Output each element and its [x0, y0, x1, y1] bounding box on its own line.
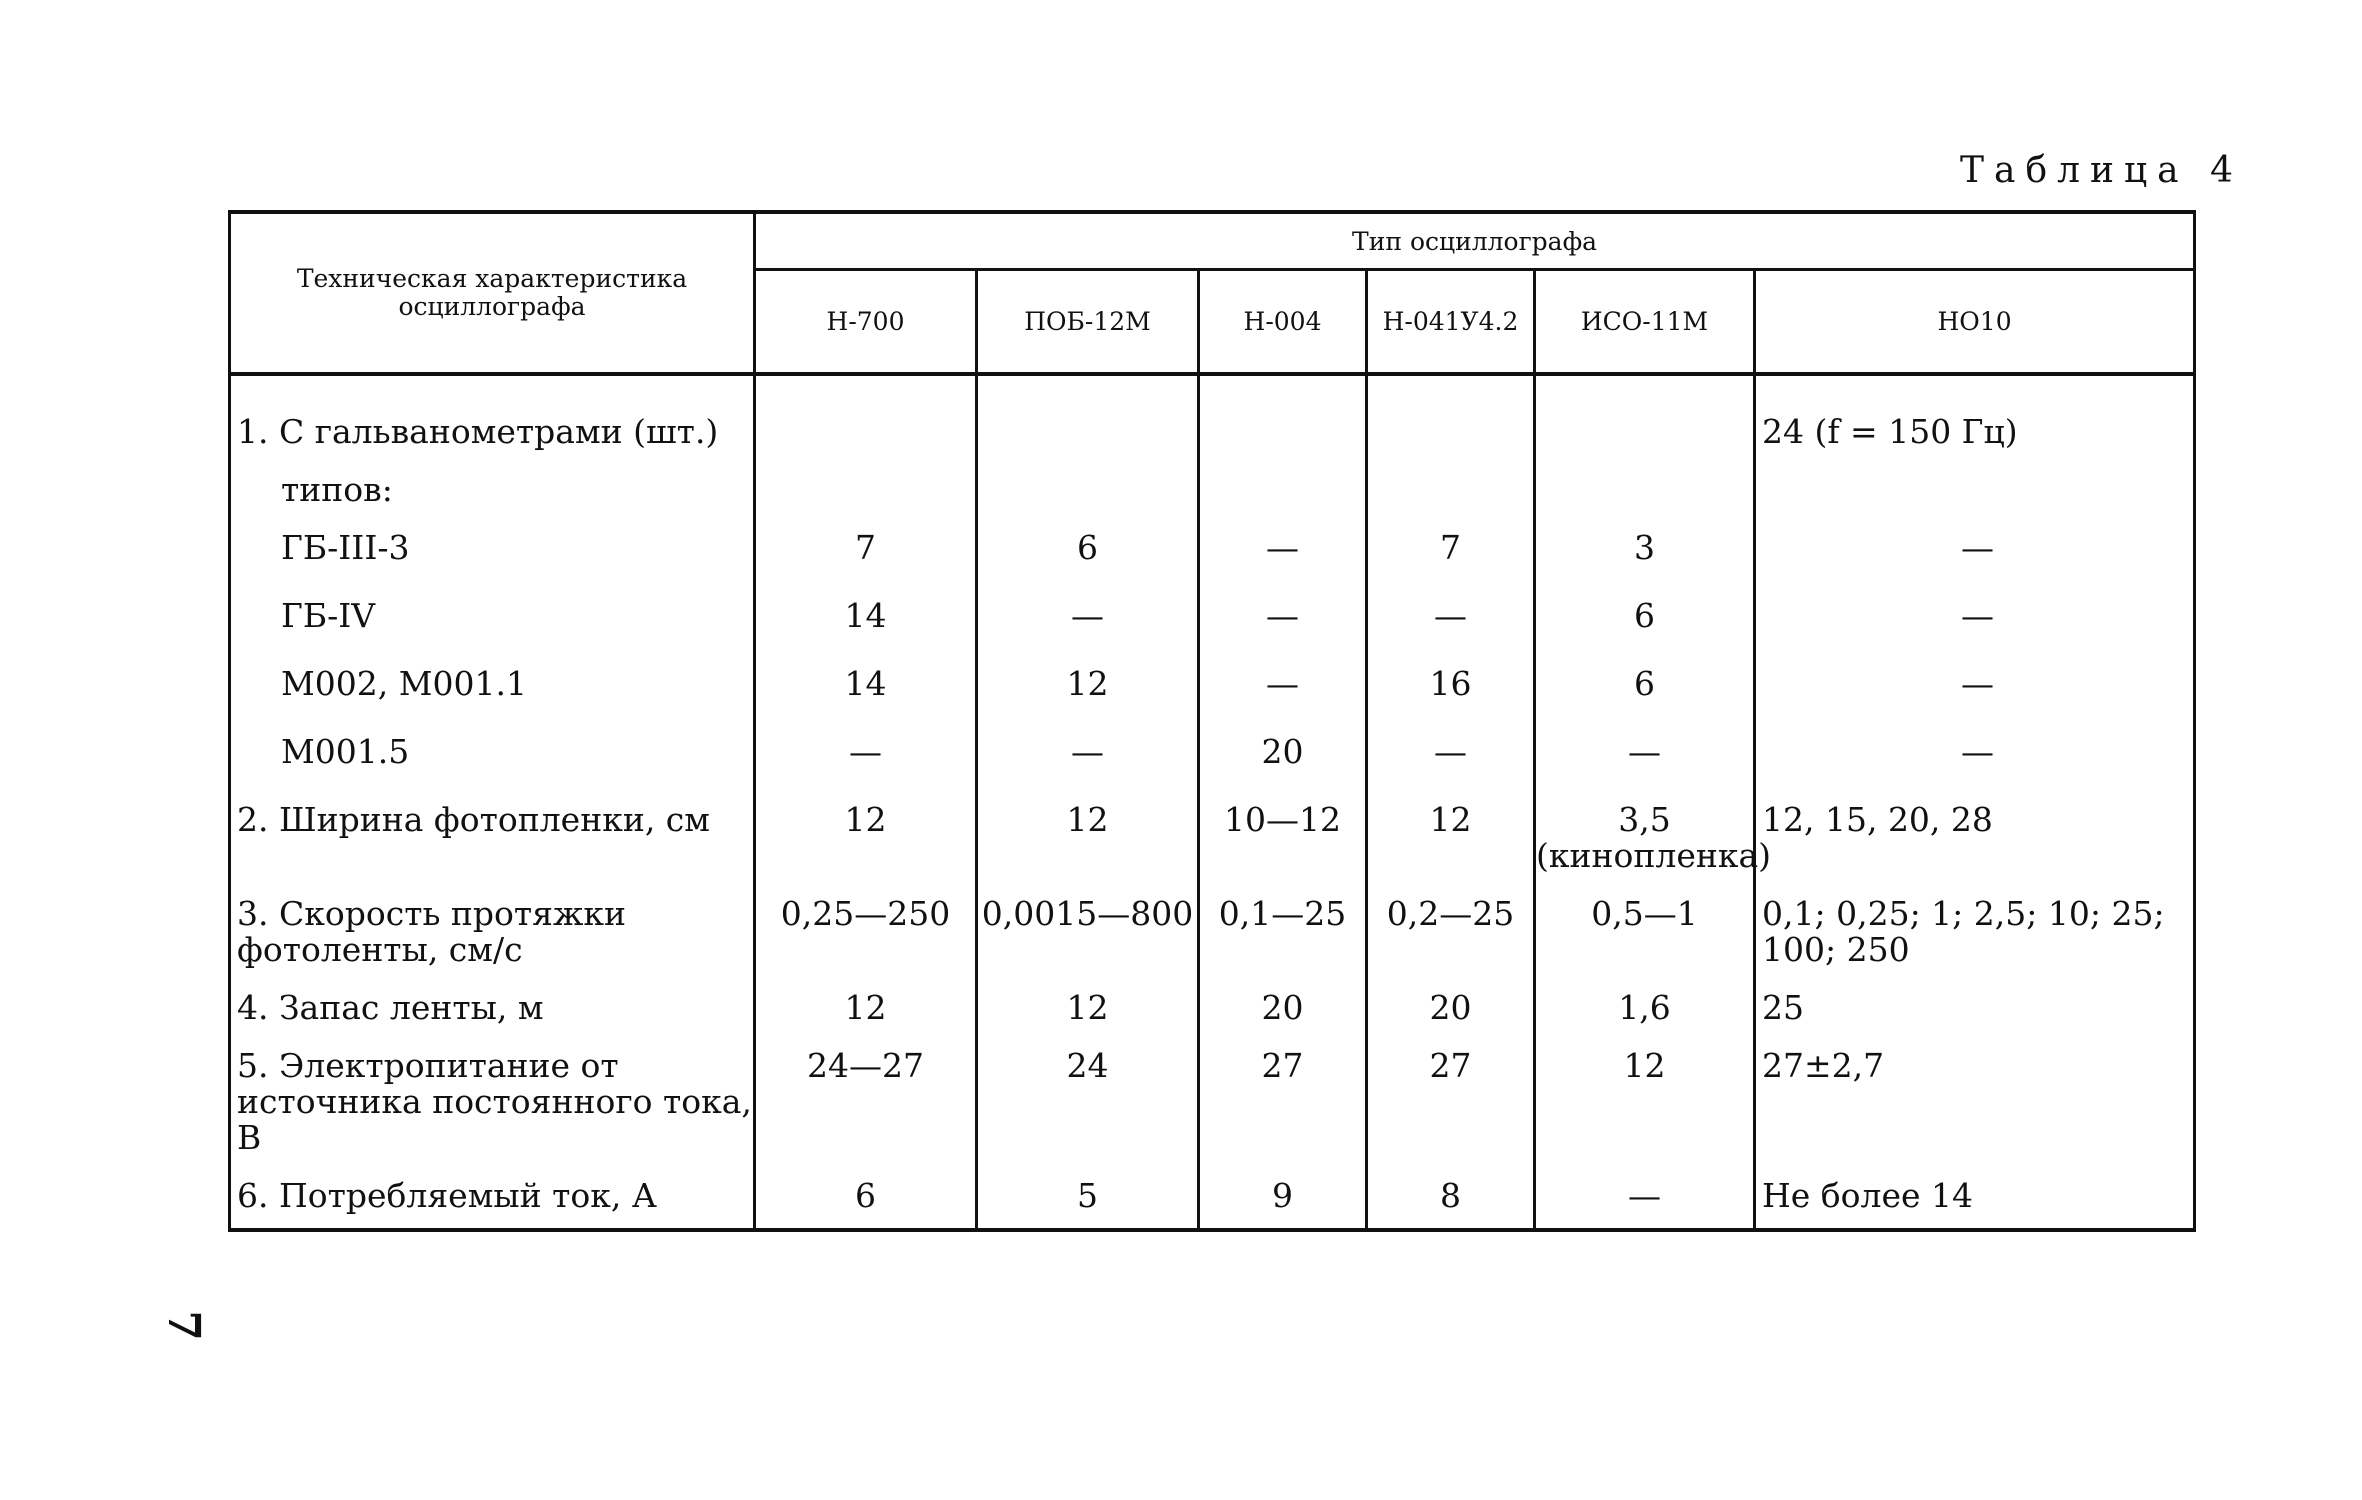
table-cell: 3,5 (кинопленка): [1535, 794, 1755, 888]
table-cell: —: [1535, 1170, 1755, 1230]
row-label: [230, 726, 755, 794]
table-cell: 16: [1367, 658, 1535, 726]
column-header: ПОБ-12М: [977, 270, 1199, 374]
oscillograph-table: [228, 210, 2196, 1232]
row-label: 6. Потребляемый ток, А: [230, 1170, 755, 1230]
table-row: [230, 1170, 2195, 1230]
table-cell: [1367, 464, 1535, 522]
row-label: [230, 464, 755, 522]
table-cell: 9: [1199, 1170, 1367, 1230]
table-cell: 6: [1535, 590, 1755, 658]
table-cell: —: [977, 726, 1199, 794]
table-cell: 14: [755, 658, 977, 726]
table-cell: 3: [1535, 522, 1755, 590]
table-cell: —: [1199, 522, 1367, 590]
table-cell: [977, 464, 1199, 522]
row-label-text: М002, М001.1: [281, 663, 528, 703]
table-cell: 12: [1367, 794, 1535, 888]
row-label-text: типов:: [281, 469, 393, 509]
table-cell: 5: [977, 1170, 1199, 1230]
table-row: [230, 726, 2195, 794]
column-header: ИСО-11М: [1535, 270, 1755, 374]
table-cell: [1199, 464, 1367, 522]
row-label: [230, 522, 755, 590]
table-cell: 6: [977, 522, 1199, 590]
table-cell: [1199, 374, 1367, 464]
table-cell: 27: [1199, 1040, 1367, 1170]
table-cell: 27±2,7: [1755, 1040, 2195, 1170]
row-label-text: М001.5: [281, 731, 410, 771]
row-label: 1. С гальванометрами (шт.): [230, 374, 755, 464]
row-label: 4. Запас ленты, м: [230, 982, 755, 1040]
table-cell: 12: [977, 982, 1199, 1040]
table-cell: Не более 14: [1755, 1170, 2195, 1230]
table-cell: [1535, 464, 1755, 522]
table-cell: —: [1755, 522, 2195, 590]
column-header: НО10: [1755, 270, 2195, 374]
table-cell: 7: [755, 522, 977, 590]
row-label: 3. Скорость протяжки фотоленты, см/с: [230, 888, 755, 982]
table-cell: 12: [755, 794, 977, 888]
table-cell: 10—12: [1199, 794, 1367, 888]
page-number: 7: [157, 1310, 209, 1341]
table-row: [230, 374, 2195, 464]
column-header: Н-041У4.2: [1367, 270, 1535, 374]
table-cell: 7: [1367, 522, 1535, 590]
row-label-text: ГБ-III-3: [281, 527, 410, 567]
header-characteristic: Техническая характеристика осциллографа: [230, 212, 755, 374]
header-oscillograph-type: Тип осциллографа: [755, 212, 2195, 270]
table-row: [230, 1040, 2195, 1170]
table-cell: [1367, 374, 1535, 464]
table-cell: 8: [1367, 1170, 1535, 1230]
table-caption: Таблица 4: [1960, 150, 2243, 191]
table-cell: [977, 374, 1199, 464]
table-cell: 20: [1367, 982, 1535, 1040]
table-cell: —: [1199, 658, 1367, 726]
table-cell: 0,0015—800: [977, 888, 1199, 982]
table-cell: 25: [1755, 982, 2195, 1040]
column-header: Н-700: [755, 270, 977, 374]
table-cell: —: [1755, 726, 2195, 794]
table-cell: [1535, 374, 1755, 464]
table-cell: 0,2—25: [1367, 888, 1535, 982]
row-label: [230, 658, 755, 726]
table-cell: 12: [755, 982, 977, 1040]
table-row: [230, 794, 2195, 888]
row-label-text: ГБ-IV: [281, 595, 376, 635]
table-cell: 24 (f = 150 Гц): [1755, 374, 2195, 464]
table-cell: 14: [755, 590, 977, 658]
table-cell: 12: [1535, 1040, 1755, 1170]
table-row: [230, 888, 2195, 982]
table-cell: —: [1199, 590, 1367, 658]
table-cell: 27: [1367, 1040, 1535, 1170]
table-cell: 0,1; 0,25; 1; 2,5; 10; 25; 100; 250: [1755, 888, 2195, 982]
table-cell: 24: [977, 1040, 1199, 1170]
table-cell: 0,5—1: [1535, 888, 1755, 982]
table-cell: 20: [1199, 726, 1367, 794]
table-cell: —: [1367, 590, 1535, 658]
table-cell: —: [1755, 658, 2195, 726]
table-cell: —: [1755, 590, 2195, 658]
table-cell: —: [977, 590, 1199, 658]
table-cell: [1755, 464, 2195, 522]
row-label: 2. Ширина фотопленки, см: [230, 794, 755, 888]
row-label: 5. Электропитание от источника постоянного тока, В: [230, 1040, 755, 1170]
table-cell: 0,25—250: [755, 888, 977, 982]
table-cell: 0,1—25: [1199, 888, 1367, 982]
column-header: Н-004: [1199, 270, 1367, 374]
table-cell: 6: [755, 1170, 977, 1230]
table-cell: —: [1535, 726, 1755, 794]
table-cell: [755, 464, 977, 522]
table-row: [230, 464, 2195, 522]
table-cell: —: [1367, 726, 1535, 794]
table-cell: 12, 15, 20, 28: [1755, 794, 2195, 888]
row-label: [230, 590, 755, 658]
table-cell: —: [755, 726, 977, 794]
table-cell: 20: [1199, 982, 1367, 1040]
table-cell: 24—27: [755, 1040, 977, 1170]
table-cell: [755, 374, 977, 464]
table-row: [230, 522, 2195, 590]
table-row: [230, 658, 2195, 726]
table-cell: 1,6: [1535, 982, 1755, 1040]
table-cell: 6: [1535, 658, 1755, 726]
table-row: [230, 982, 2195, 1040]
table-cell: 12: [977, 658, 1199, 726]
table-cell: 12: [977, 794, 1199, 888]
table-row: [230, 590, 2195, 658]
